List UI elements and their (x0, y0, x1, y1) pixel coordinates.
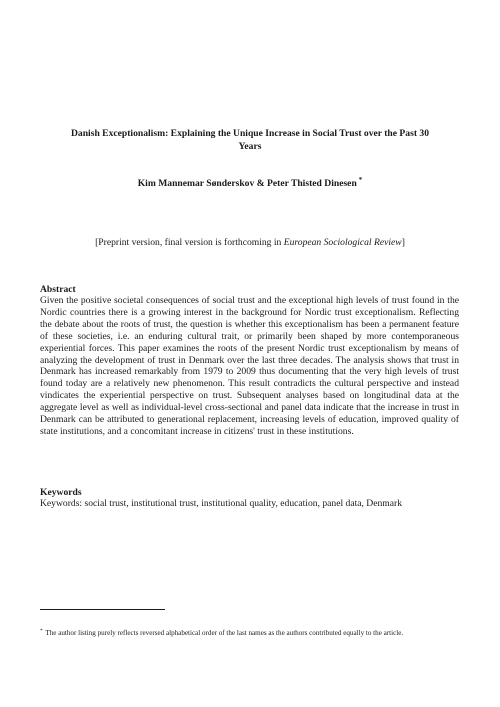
preprint-note (60, 236, 440, 249)
footnote (40, 628, 460, 638)
author-line (60, 177, 440, 190)
footnote-divider (40, 609, 165, 610)
keywords-heading: Keywords (40, 487, 82, 498)
journal-name: European Sociological Review (283, 237, 402, 248)
footnote-text: The author listing purely reflects reversed alphabetical order of the last names as the authors contributed equally to the article. (45, 629, 404, 637)
abstract-heading: Abstract (40, 284, 76, 295)
paper-title: Danish Exceptionalism: Explaining the Unique Increase in Social Trust over the Past 30 Years (70, 128, 430, 152)
preprint-note-prefix: [Preprint version, final version is forthcoming in (95, 237, 284, 248)
keywords-text: Keywords: social trust, institutional trust, institutional quality, education, panel data, Denmark (40, 498, 403, 509)
abstract-text: Given the positive societal consequences of social trust and the exceptional high levels of trust found in the Nordic countries there is a growing interest in the background for Nordic trust exceptionalism. Reflecting the debate about the roots of trust, the question is whether this exceptionalism has been a permanent feature of these societies, i.e. an enduring cultural trait, or primarily been shaped by more contemporaneous experiential forces. This paper examines the roots of the present Nordic trust exceptionalism by means of analyzing the development of trust in Denmark over the last three decades. The analysis shows that trust in Denmark has increased remarkably from 1979 to 2009 thus documenting that the very high levels of trust found today are a relatively new phenomenon. This result contradicts the cultural perspective and instead vindicates the experiential perspective on trust. Subsequent analyses based on longitudinal data at the aggregate level as well as individual-level cross-sectional and panel data indicate that the increase in trust in Denmark can be attributed to generational replacement, increasing levels of education, improved quality of state institutions, and a concomitant increase in citizens' trust in these institutions. (40, 295, 459, 437)
author-footnote-mark: * (358, 175, 363, 184)
footnote-mark: * (40, 627, 43, 634)
preprint-note-suffix: ] (401, 237, 405, 248)
author-names: Kim Mannemar Sønderskov & Peter Thisted Dinesen (137, 178, 357, 189)
